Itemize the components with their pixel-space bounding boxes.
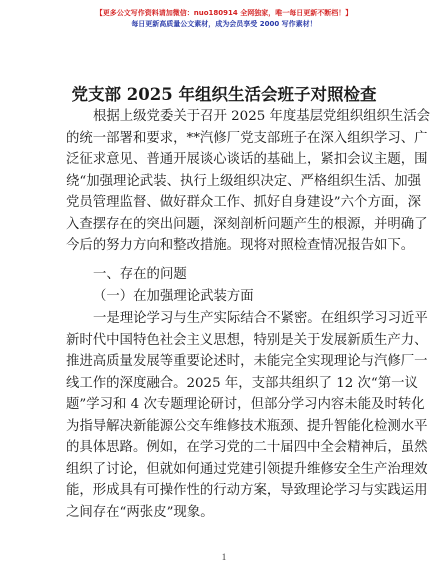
text-line: 今后的努力方向和整改措施。现将对照检查情况报告如下。	[66, 238, 415, 253]
text-line: 之间存在“两张皮”现象。	[66, 504, 214, 520]
section-heading	[66, 264, 389, 286]
text-line: 泛征求意见、普通开展谈心谈话的基础上，紧扣会议主题，围	[66, 152, 428, 167]
text-line: 推进高质量发展等重要论述时，未能完全实现理论与汽修厂一	[66, 354, 428, 369]
text-line: 入查摆存在的突出问题，深刻剖析问题产生的根源，并明确了	[66, 216, 428, 232]
text-line: 线工作的深度融合。2025 年，支部共组织了 12 次“第一议	[66, 375, 418, 391]
promo-banner-top: 【更多公文写作资料请加微信：nuo180914 全网独家，唯一每日更新不断档！】	[95, 9, 353, 17]
text-line: 能，形成具有可操作性的行动方案，导致理论学习与实践运用	[66, 483, 428, 498]
promo-banner-sub: 每日更新高质量公文素材，成为会员享受 2000 写作素材！	[131, 20, 317, 28]
text-line: 一是理论学习与生产实际结合不紧密。在组织学习习近平	[93, 311, 428, 326]
text-line: 的具体思路。例如，在学习党的二十届四中全会精神后，虽然	[66, 440, 428, 455]
text-line: 根据上级党委关于召开 2025 年度基层党组织组织生活会	[93, 109, 431, 124]
text-line: 党员管理监督、做好群众工作、抓好自身建设”六个方面，深	[66, 195, 421, 210]
text-line: 的统一部署和要求，**汽修厂党支部班子在深入组织学习、广	[66, 130, 428, 146]
body-paragraph	[66, 308, 428, 523]
text-line: 题”学习和 4 次专题理论研讨，但部分学习内容未能及时转化	[66, 397, 425, 412]
subsection-heading	[66, 286, 389, 308]
text-line: 绕“加强理论武装、执行上级组织决定、严格组织生活、加强	[66, 173, 421, 189]
text-line: 新时代中国特色社会主义思想，特别是关于发展新质生产力、	[66, 332, 428, 348]
intro-paragraph	[66, 106, 431, 257]
text-line: 为指导解决新能源公交车维修技术瓶颈、提升智能化检测水平	[66, 418, 428, 434]
document-title: 党支部 2025 年组织生活会班子对照检查	[71, 85, 377, 104]
page-number: 1	[221, 552, 227, 562]
section-heading-text: 一、存在的问题	[93, 267, 187, 282]
text-line: 组织了讨论，但就如何通过党建引领提升维修安全生产治理效	[66, 461, 428, 477]
subsection-heading-text: （一）在加强理论武装方面	[93, 289, 254, 304]
